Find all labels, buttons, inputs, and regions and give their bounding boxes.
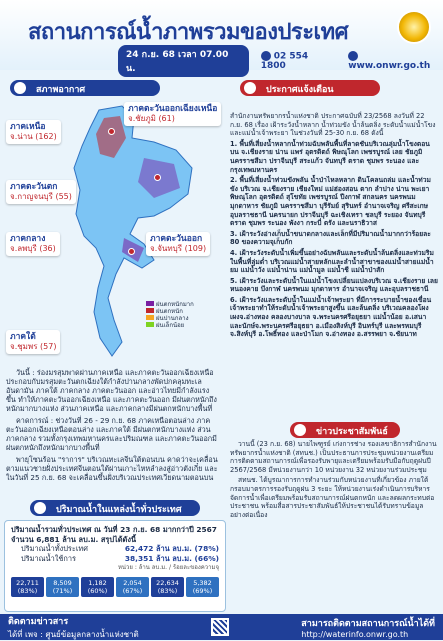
region-cell: 22,634 (83%) <box>151 577 184 597</box>
phone-item[interactable]: 02 554 1800 <box>260 51 309 72</box>
legend-swatch <box>146 301 154 306</box>
region-south: ภาคใต้ จ.ชุมพร (57) <box>6 330 60 354</box>
news-section-header: ข่าวประชาสัมพันธ์ <box>290 422 400 438</box>
summary-forecast: คาดการณ์ : ช่วงวันที่ 26 - 29 ก.ย. 68 ภาคเหนือตอนล่าง ภาคตะวันออกเฉียงเหนือตอนล่าง และภาคใต้ มีฝนตกหนักบางแห่ง ส่วนภาคกลาง รวมทั้งกรุงเทพมหานครและปริมณฑล และภาคตะวันออกมีฝนตกหนักถึงหนักมากบางพื้นที่ <box>6 416 217 452</box>
rain-legend <box>146 300 208 328</box>
region-cell: 1,182 (60%) <box>81 577 114 597</box>
map-pin <box>128 248 135 255</box>
globe-icon <box>348 51 358 61</box>
weather-section-header: สภาพอากาศ <box>10 80 160 96</box>
legend-swatch <box>146 322 154 327</box>
warning-section-header: ประกาศแจ้งเตือน <box>240 80 380 96</box>
news-body <box>230 440 438 521</box>
footer-left[interactable]: ติดตามข่าวสาร ได้ที่ เพจ : ศูนย์ข้อมูลกลางน้ำแห่งชาติ <box>8 616 139 639</box>
megaphone-icon <box>294 424 306 436</box>
map-pin <box>154 174 161 181</box>
unit-note: หน่วย : ล้าน ลบ.ม. / ร้อยละของความจุ <box>117 564 219 571</box>
page-title: สถานการณ์น้ำภาพรวมของประเทศ <box>28 20 349 45</box>
water-section-header: ปริมาณน้ำในแหล่งน้ำทั่วประเทศ <box>30 500 200 516</box>
warning-body <box>230 112 438 341</box>
warning-item: 4. เฝ้าระวังระดับน้ำเพิ่มขึ้นอย่างฉับพลันและระดับน้ำล้นตลิ่งและท่วมริมในพื้นที่ลุ่มต่ำ บริเวณแม่น้ำสายหลักและลำน้ำสาขาของแม่น้ำสายแม่น้ำยม แม่น้ำวัง แม่น้ำน่าน แม่น้ำมูล แม่น้ำชี แม่น้ำป่าสัก <box>230 248 434 275</box>
region-cell: 2,054 (67%) <box>116 577 149 597</box>
water-total-row: ปริมาณน้ำทั้งประเทศ 62,472 ล้าน ลบ.ม. (78%) <box>21 544 219 553</box>
onwr-logo <box>397 10 431 44</box>
news-paragraph: วานนี้ (23 ก.ย. 68) นายไพฑูรย์ เก่งการช่าง รองเลขาธิการสำนักงานทรัพยากรน้ำแห่งชาติ (สทนช.) เป็นประธานการประชุมหน่วยงานเตรียมการติดตามสถานการณ์เพื่อรองรับพายุและเตรียมพร้อมรับมือกับฤดูฝนปี 2567/2568 มีหน่วยงานกว่า 10 หน่วยงาน 32 หน่วยงานร่วมประชุม <box>230 440 437 474</box>
legend-item: ฝนตกหนักมาก <box>146 300 208 307</box>
legend-item: ฝนปานกลาง <box>146 314 208 321</box>
website-link[interactable]: www.onwr.go.th <box>348 51 443 72</box>
region-cell: 22,711 (83%) <box>11 577 44 597</box>
info-bar <box>0 50 443 74</box>
warning-item: 3. เฝ้าระวังอ่างเก็บน้ำขนาดกลางและเล็กที่มีปริมาณน้ำมากกว่าร้อยละ 80 ของความจุเก็บกัก <box>230 229 431 247</box>
region-east: ภาคตะวันออก จ.จันทบุรี (109) <box>146 232 210 256</box>
phone-icon <box>261 51 271 61</box>
warning-item: 2. พื้นที่เสี่ยงน้ำท่วมขังพลัน น้ำป่าไหลหลาก ดินโคลนถล่ม และน้ำท่วมขัง บริเวณ จ.เชียงราย เชียงใหม่ แม่ฮ่องสอน ตาก ลำปาง น่าน พะเยา พิษณุโลก อุตรดิตถ์ สุโขทัย เพชรบูรณ์ ปีงกาฬ สกลนคร นครพนม มุกดาหาร ชัยภูมิ นครราชสีมา บุรีรัมย์ สุรินทร์ อำนาจเจริญ ศรีสะเกษ อุบลราชธานี นครนายก ปราจีนบุรี ฉะเชิงเทรา ชลบุรี ระยอง จันทบุรี ตราด ชุมพร ระนอง พังงา กระบี่ ตรัง และนราธิวาส <box>230 176 431 228</box>
warning-item: 5. เฝ้าระวังและระดับน้ำในแม่น้ำโขงเปลี่ยนแปลงบริเวณ จ.เชียงราย เลย หนองคาย บึงกาฬ นครพนม มุกดาหาร อำนาจเจริญ และอุบลราชธานี <box>230 276 438 294</box>
region-northeast: ภาคตะวันออกเฉียงเหนือ จ.ชัยภูมิ (61) <box>124 102 221 126</box>
warning-intro: สำนักงานทรัพยากรน้ำแห่งชาติ ประกาศฉบับที่ 23/2568 ลงวันที่ 22 ก.ย. 68 เรื่อง เฝ้าระวังน้ำหลาก น้ำท่วมขัง น้ำล้นตลิ่ง ระดับน้ำแม่น้ำโขงและแม่น้ำเจ้าพระยา ในช่วงวันที่ 25-30 ก.ย. 68 ดังนี้ <box>230 112 436 138</box>
summary-today: วันนี้ : ร่องมรสุมพาดผ่านภาคเหนือ และภาคตะวันออกเฉียงเหนือประกอบกับมรสุมตะวันตกเฉียงใต้กำลังปานกลางพัดปกคลุมทะเลอันดามัน ภาคใต้ ภาคกลาง ภาคตะวันออก และอ่าวไทยมีกำลังแรงขึ้น ทำให้ภาคตะวันออกเฉียงเหนือ และภาคตะวันออก มีฝนตกหนักถึงหนักมากบางแห่ง ส่วนภาคเหนือ และภาคกลางมีฝนตกหนักบางพื้นที่ <box>6 368 217 413</box>
water-summary <box>4 520 226 612</box>
region-cell: 5,382 (69%) <box>186 577 219 597</box>
news-paragraph: สทนช. ได้บูรณาการการทำงานร่วมกับหน่วยงานที่เกี่ยวข้อง ภายใต้กรอบมาตรการรองรับฤดูฝน 3 ระยะ ให้หน่วยงานเร่งดำเนินการบริหารจัดการน้ำเพื่อเตรียมพร้อมรับสถานการณ์ฝนตกหนัก และลดผลกระทบต่อประชาชน พร้อมสื่อสารประชาสัมพันธ์ให้ประชาชนได้รับทราบข้อมูลอย่างต่อเนื่อง <box>230 476 435 519</box>
footer <box>0 614 443 640</box>
alert-icon <box>244 82 256 94</box>
water-intro: ปริมาณน้ำรวมทั่วประเทศ ณ วันที่ 23 ก.ย. 68 มากกว่าปี 2567 จำนวน 6,881 ล้าน ลบ.ม. สรุปได้ดังนี้ <box>11 525 217 544</box>
water-usable-row: ปริมาณน้ำใช้การ 38,351 ล้าน ลบ.ม. (66%) <box>21 553 219 563</box>
region-cell: 8,509 (71%) <box>46 577 79 597</box>
water-drop-icon <box>34 502 46 514</box>
warning-item: 6. เฝ้าระวังและระดับน้ำในแม่น้ำเจ้าพระยา ที่มีการระบายน้ำของเขื่อนเจ้าพระยาทำให้ระดับน้ำเจ้าพระยาสูงขึ้น และล้นตลิ่ง บริเวณคลองโผงเผงจ.อ่างทอง คลองบางบาล จ.พระนครศรีอยุธยา แม่น้ำน้อย อ.เสนา และนักษ์จ.พระนครศรีอยุธยา อ.เมืองสิงห์บุรี อินทร์บุรี และพรหมบุรี จ.สิงห์บุรี อ.โพธิ์ทอง และป่าโมก จ.อ่างทอง อ.สรรพยา จ.ชัยนาท <box>230 295 432 339</box>
weather-summary <box>6 368 218 485</box>
legend-swatch <box>146 315 154 320</box>
region-west: ภาคตะวันตก จ.กาญจนบุรี (55) <box>6 180 76 204</box>
map-pin <box>108 128 115 135</box>
legend-swatch <box>146 308 154 313</box>
legend-item: ฝนเล็กน้อย <box>146 321 208 328</box>
region-central: ภาคกลาง จ.ลพบุรี (36) <box>6 232 60 256</box>
warning-item: 1. พื้นที่เสี่ยงน้ำหลากน้ำท่วมฉับพลันพื้นที่ลาดชันบริเวณลุ่มน้ำโขงตอนบน จ.เชียงราย น่าน แพร่ อุตรดิตถ์ พิษณุโลก เพชรบูรณ์ เลย ชัยภูมิ นครราชสีมา ปราจีนบุรี สระแก้ว จันทบุรี ตราด ชุมพร ระนอง และกรุงเทพมหานคร <box>230 139 430 174</box>
region-north: ภาคเหนือ จ.น่าน (162) <box>6 120 61 144</box>
header <box>0 0 443 74</box>
footer-right[interactable]: สามารถติดตามสถานการณ์น้ำได้ที่ http://waterinfo.onwr.go.th <box>301 618 435 639</box>
legend-item: ฝนตกหนัก <box>146 307 208 314</box>
date-badge: 24 ก.ย. 68 เวลา 07.00 น. <box>118 45 249 77</box>
cloud-icon <box>14 82 26 94</box>
summary-storm: พายุโซนร้อน "ราการ" บริเวณทะเลจีนใต้ตอนบน คาดว่าจะเคลื่อนตามแนวชายฝั่งประเทศจีนตอนใต้ผ่านเกาะไหหลำลงสู่อ่าวตังเกี๋ย และในวันที่ 25 ก.ย. 68 จะเคลื่อนขึ้นฝั่งบริเวณประเทศเวียดนามตอนบน <box>6 455 218 482</box>
region-cells <box>11 577 219 597</box>
qr-code-icon[interactable] <box>211 618 229 636</box>
